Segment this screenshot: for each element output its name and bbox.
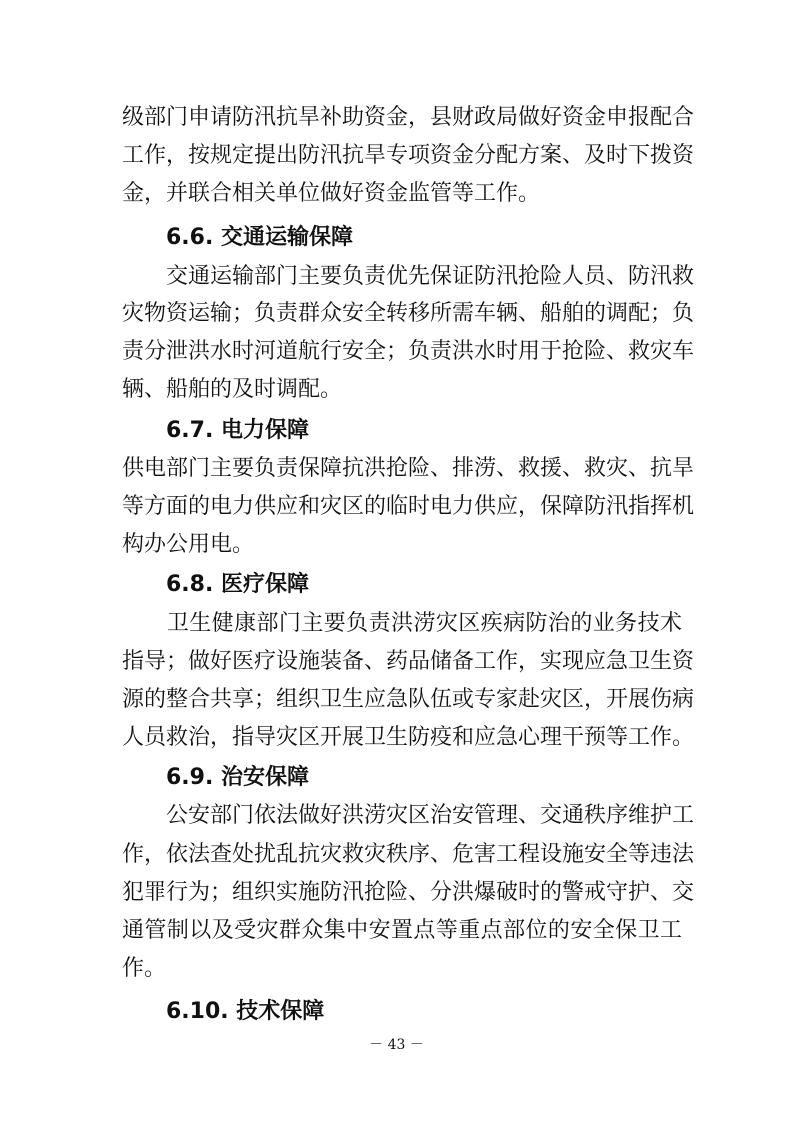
body-line: 构办公用电。 [122, 532, 255, 557]
body-line: 级部门申请防汛抗旱补助资金，县财政局做好资金申报配合 [122, 105, 695, 130]
body-line: 作，依法查处扰乱抗灾救灾秩序、危害工程设施安全等违法 [122, 842, 695, 867]
body-line: 金，并联合相关单位做好资金监管等工作。 [122, 181, 541, 206]
page-number: － 43 － [369, 1037, 424, 1053]
body-line: 人员救治，指导灾区开展卫生防疫和应急心理干预等工作。 [122, 725, 695, 750]
section-heading: 6.9. 治安保障 [166, 765, 309, 790]
body-line: 工作，按规定提出防汛抗旱专项资金分配方案、及时下拨资 [122, 143, 695, 168]
body-line: 源的整合共享；组织卫生应急队伍或专家赴灾区，开展伤病 [122, 687, 695, 712]
body-line: 辆、船舶的及时调配。 [122, 377, 343, 402]
body-line: 灾物资运输；负责群众安全转移所需车辆、船舶的调配；负 [122, 301, 695, 326]
body-line: 交通运输部门主要负责优先保证防汛抢险人员、防汛救 [122, 264, 695, 289]
body-line: 指导；做好医疗设施装备、药品储备工作，实现应急卫生资 [122, 649, 695, 674]
body-line: 供电部门主要负责保障抗洪抢险、排涝、救援、救灾、抗旱 [122, 456, 695, 481]
section-heading: 6.8. 医疗保障 [166, 572, 309, 597]
section-heading: 6.6. 交通运输保障 [166, 225, 353, 250]
body-line: 等方面的电力供应和灾区的临时电力供应，保障防汛指挥机 [122, 494, 695, 519]
section-heading: 6.7. 电力保障 [166, 418, 309, 443]
body-line: 公安部门依法做好洪涝灾区治安管理、交通秩序维护工 [122, 803, 695, 828]
section-heading: 6.10. 技术保障 [166, 999, 325, 1024]
body-line: 通管制以及受灾群众集中安置点等重点部位的安全保卫工 [122, 918, 682, 943]
body-line: 卫生健康部门主要负责洪涝灾区疾病防治的业务技术 [122, 611, 682, 636]
body-line: 作。 [122, 956, 167, 981]
body-line: 犯罪行为；组织实施防汛抢险、分洪爆破时的警戒守护、交 [122, 880, 695, 905]
body-line: 责分泄洪水时河道航行安全；负责洪水时用于抢险、救灾车 [122, 339, 695, 364]
